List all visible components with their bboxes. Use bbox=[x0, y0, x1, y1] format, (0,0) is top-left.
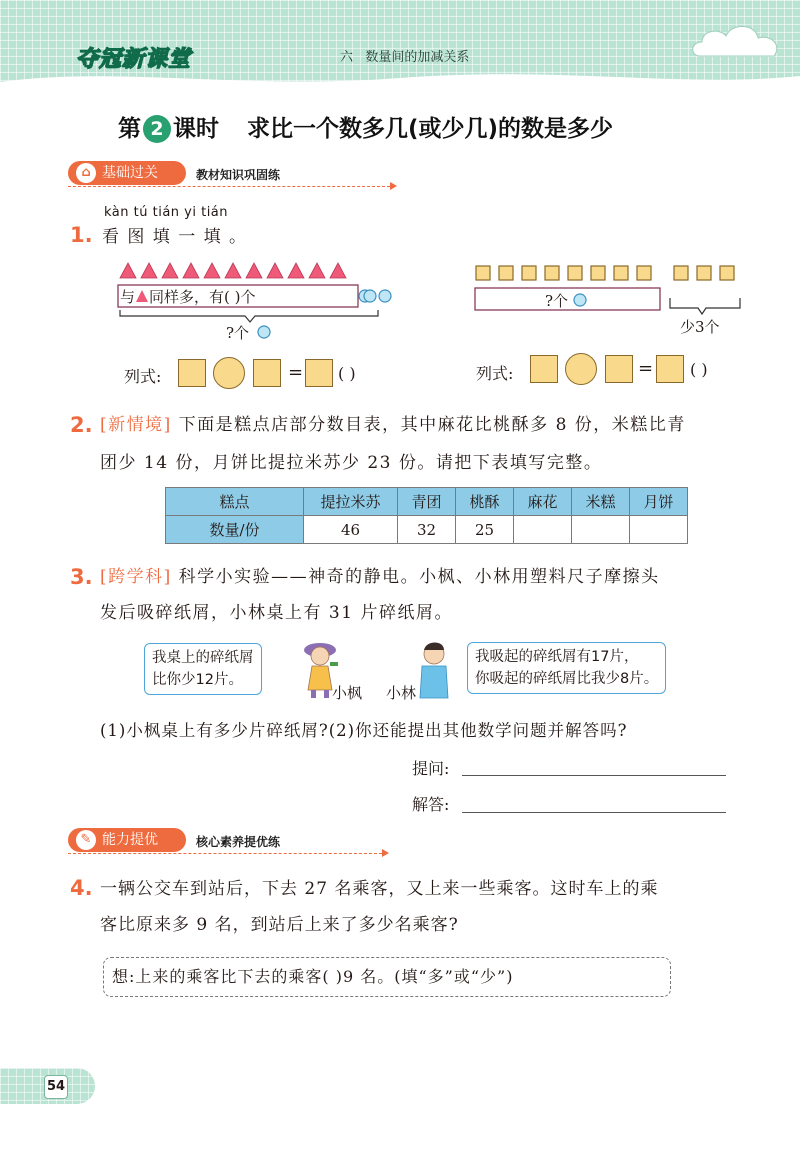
q3-line2: 发后吸碎纸屑，小林桌上有 31 片碎纸屑。 bbox=[100, 603, 453, 623]
table-header: 月饼 bbox=[630, 488, 688, 516]
ask-label: 提问: bbox=[412, 759, 450, 778]
table-header: 米糕 bbox=[572, 488, 630, 516]
square-icon bbox=[568, 266, 582, 280]
q3-tag: [跨学科] bbox=[100, 567, 172, 587]
brand-logo: 夺冠新课堂 bbox=[76, 47, 192, 72]
banner-basic bbox=[68, 161, 186, 185]
q1-left-formula-label: 列式: bbox=[124, 367, 162, 386]
q1-right-less: 少3个 bbox=[680, 318, 720, 336]
table-row bbox=[166, 488, 688, 516]
divider bbox=[68, 853, 382, 854]
operator-circle[interactable] bbox=[213, 357, 245, 389]
banner-advanced-sub: 核心素养提优练 bbox=[196, 835, 281, 849]
square-icon bbox=[545, 266, 559, 280]
lesson-number-badge: 2 bbox=[143, 115, 171, 143]
name-xiaolin: 小林 bbox=[386, 684, 417, 702]
circle-icon bbox=[572, 292, 588, 308]
q1-left-box-text bbox=[120, 286, 256, 307]
q3-line1 bbox=[100, 560, 660, 594]
circle-icon bbox=[364, 290, 376, 302]
speech-bubble-left bbox=[144, 643, 262, 695]
q2-number: 2. bbox=[70, 413, 93, 437]
square-icon bbox=[614, 266, 628, 280]
q1-right-paren: ( ) bbox=[690, 360, 708, 379]
title-suffix: 课时 bbox=[173, 116, 219, 142]
q1-right-formula-label: 列式: bbox=[476, 364, 514, 383]
q2-line1-text: 下面是糕点店部分数目表，其中麻花比桃酥多 8 份，米糕比青 bbox=[178, 415, 686, 435]
q3-sub: (1)小枫桌上有多少片碎纸屑?(2)你还能提出其他数学问题并解答吗? bbox=[100, 721, 628, 740]
q1-left-box-a: 与 bbox=[120, 288, 136, 306]
q1-text: 看 图 填 一 填 。 bbox=[102, 227, 248, 247]
hint-box: 想:上来的乘客比下去的乘客( )9 名。(填“多”或“少”) bbox=[103, 957, 671, 997]
title-text: 求比一个数多几(或少几)的数是多少 bbox=[247, 116, 614, 142]
ask-answer-line[interactable] bbox=[462, 775, 726, 776]
banner-advanced bbox=[68, 828, 186, 852]
operator-circle[interactable] bbox=[565, 353, 597, 385]
table-cell: 46 bbox=[304, 516, 398, 544]
answer-box[interactable] bbox=[530, 355, 558, 383]
table-cell: 32 bbox=[398, 516, 456, 544]
triangle-row bbox=[120, 263, 346, 278]
table-cell-blank[interactable] bbox=[514, 516, 572, 544]
table-row-label: 数量/份 bbox=[166, 516, 304, 544]
triangle-icon bbox=[120, 263, 136, 278]
table-header: 糕点 bbox=[166, 488, 304, 516]
banner-advanced-label: 能力提优 bbox=[102, 832, 158, 848]
equals-sign: = bbox=[288, 362, 304, 383]
equals-sign: = bbox=[638, 358, 654, 379]
q2-line1 bbox=[100, 408, 686, 442]
square-icon bbox=[674, 266, 688, 280]
answer-box[interactable] bbox=[656, 355, 684, 383]
name-xiaofeng: 小枫 bbox=[332, 684, 363, 702]
q4-number: 4. bbox=[70, 876, 93, 900]
triangle-icon bbox=[141, 263, 157, 278]
table-header: 桃酥 bbox=[456, 488, 514, 516]
speech-bubble-right bbox=[467, 642, 666, 694]
q3-number: 3. bbox=[70, 565, 93, 589]
triangle-icon bbox=[246, 263, 262, 278]
q1-right-diagram bbox=[470, 262, 760, 352]
banner-basic-label: 基础过关 bbox=[102, 165, 158, 181]
arrow-icon bbox=[390, 182, 397, 190]
title-prefix: 第 bbox=[118, 116, 141, 142]
header-band bbox=[0, 0, 800, 88]
answer-box[interactable] bbox=[253, 359, 281, 387]
triangle-icon bbox=[225, 263, 241, 278]
table-header: 麻花 bbox=[514, 488, 572, 516]
table-row bbox=[166, 516, 688, 544]
divider bbox=[68, 186, 390, 187]
square-row bbox=[476, 266, 734, 280]
answer-box[interactable] bbox=[178, 359, 206, 387]
answer-box[interactable] bbox=[305, 359, 333, 387]
arrow-icon bbox=[382, 849, 389, 857]
triangle-icon bbox=[309, 263, 325, 278]
bubble-left-line: 比你少12片。 bbox=[152, 672, 243, 688]
q2-line2: 团少 14 份，月饼比提拉米苏少 23 份。请把下表填写完整。 bbox=[100, 453, 603, 473]
q2-tag: [新情境] bbox=[100, 415, 172, 435]
q1-left-paren: ( ) bbox=[338, 364, 356, 383]
q4-line2: 客比原来多 9 名，到站后上来了多少名乘客? bbox=[100, 915, 459, 935]
triangle-icon bbox=[136, 290, 148, 302]
q3-line1-text: 科学小实验——神奇的静电。小枫、小林用塑料尺子摩擦头 bbox=[178, 567, 660, 587]
bubble-right-line: 你吸起的碎纸屑比我少8片。 bbox=[475, 671, 659, 687]
mountain-icon: ⌂ bbox=[76, 163, 96, 183]
triangle-icon bbox=[267, 263, 283, 278]
q1-pinyin: kàn tú tián yi tián bbox=[104, 205, 229, 220]
square-icon bbox=[591, 266, 605, 280]
q4-line1: 一辆公交车到站后，下去 27 名乘客，又上来一些乘客。这时车上的乘 bbox=[100, 879, 659, 899]
q1-number: 1. bbox=[70, 223, 93, 247]
circle-icon bbox=[379, 290, 391, 302]
section-title: 六 数量间的加减关系 bbox=[340, 50, 470, 65]
square-icon bbox=[499, 266, 513, 280]
square-icon bbox=[720, 266, 734, 280]
triangle-icon bbox=[204, 263, 220, 278]
triangle-icon bbox=[288, 263, 304, 278]
answer-label: 解答: bbox=[412, 795, 450, 814]
triangle-icon bbox=[330, 263, 346, 278]
answer-line[interactable] bbox=[462, 812, 726, 813]
page-number: 54 bbox=[44, 1075, 68, 1099]
q1-left-box-b: 同样多，有( )个 bbox=[149, 288, 256, 306]
q1-right-box-text: ?个 bbox=[545, 292, 569, 310]
bubble-left-line: 我桌上的碎纸屑 bbox=[152, 650, 254, 666]
table-header: 青团 bbox=[398, 488, 456, 516]
banner-basic-sub: 教材知识巩固练 bbox=[196, 168, 281, 182]
table-header: 提拉米苏 bbox=[304, 488, 398, 516]
circle-icon bbox=[256, 324, 272, 340]
square-icon bbox=[697, 266, 711, 280]
answer-box[interactable] bbox=[605, 355, 633, 383]
boy-illustration bbox=[414, 640, 454, 702]
triangle-icon bbox=[162, 263, 178, 278]
bubble-right-line: 我吸起的碎纸屑有17片， bbox=[475, 649, 639, 665]
q1-left-below: ?个 bbox=[226, 324, 250, 342]
pencil-icon: ✎ bbox=[76, 830, 96, 850]
table-cell-blank[interactable] bbox=[630, 516, 688, 544]
square-icon bbox=[522, 266, 536, 280]
table-cell: 25 bbox=[456, 516, 514, 544]
square-icon bbox=[476, 266, 490, 280]
triangle-icon bbox=[183, 263, 199, 278]
cloud-icon bbox=[690, 18, 790, 62]
lesson-title bbox=[118, 110, 613, 143]
square-icon bbox=[637, 266, 651, 280]
cake-table bbox=[165, 487, 688, 544]
table-cell-blank[interactable] bbox=[572, 516, 630, 544]
